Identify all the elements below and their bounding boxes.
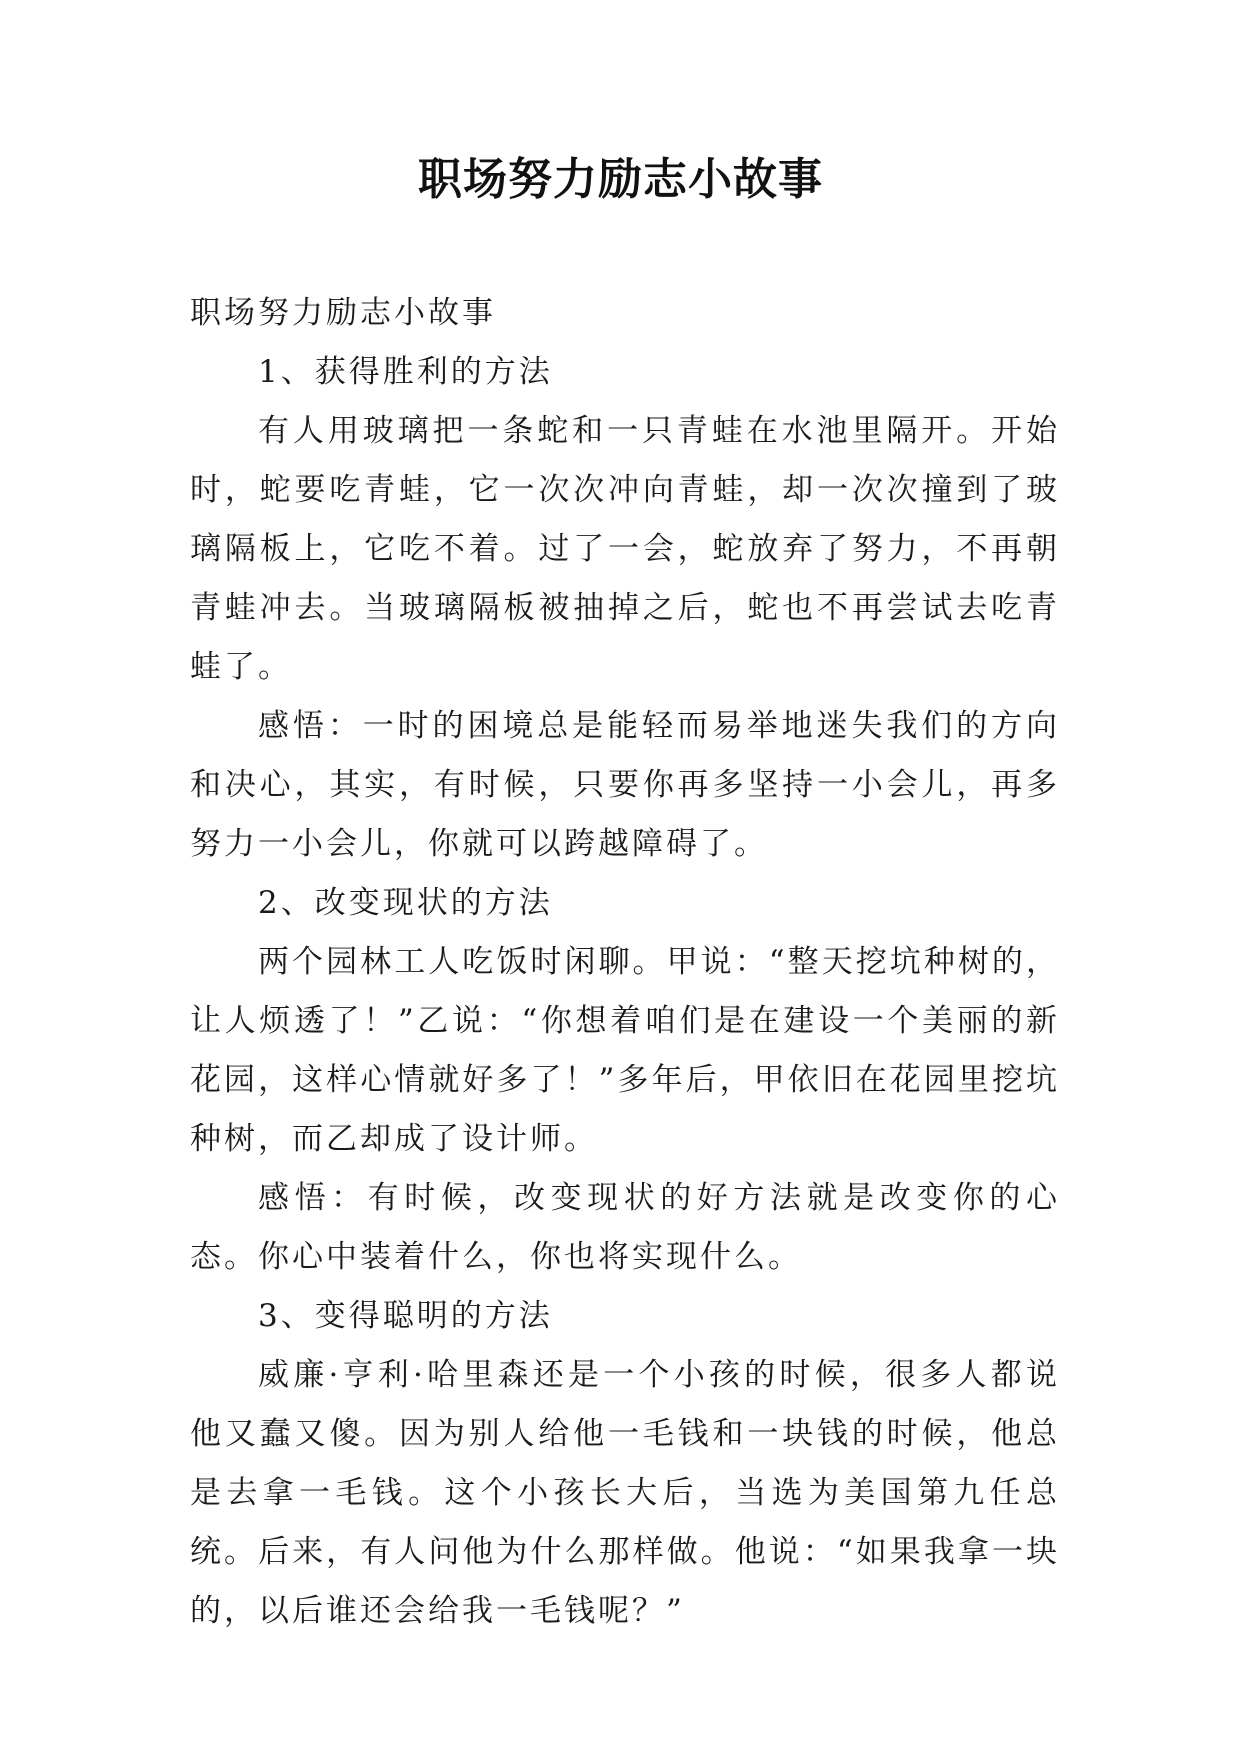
story-paragraph-1: 有人用玻璃把一条蛇和一只青蛙在水池里隔开。开始时，蛇要吃青蛙，它一次次冲向青蛙，却一次次撞到了玻璃隔板上，它吃不着。过了一会，蛇放弃了努力，不再朝青蛙冲去。当玻璃隔板被抽掉之后，蛇也不再尝试去吃青蛙了。 xyxy=(190,413,1060,685)
insight-paragraph-1: 感悟：一时的困境总是能轻而易举地迷失我们的方向和决心，其实，有时候，只要你再多坚持一小会儿，再多努力一小会儿，你就可以跨越障碍了。 xyxy=(190,708,1060,862)
insight-paragraph-2: 感悟：有时候，改变现状的好方法就是改变你的心态。你心中装着什么，你也将实现什么。 xyxy=(190,1180,1060,1275)
section-heading-2: 2、改变现状的方法 xyxy=(258,885,553,921)
section-heading-1: 1、获得胜利的方法 xyxy=(258,354,553,390)
document-title: 职场努力励志小故事 xyxy=(418,154,823,205)
body-heading: 职场努力励志小故事 xyxy=(190,295,496,331)
story-paragraph-3: 威廉·亨利·哈里森还是一个小孩的时候，很多人都说他又蠢又傻。因为别人给他一毛钱和一块钱的时候，他总是去拿一毛钱。这个小孩长大后，当选为美国第九任总统。后来，有人问他为什么那样做。他说：“如果我拿一块的，以后谁还会给我一毛钱呢？” xyxy=(190,1357,1060,1629)
story-paragraph-2: 两个园林工人吃饭时闲聊。甲说：“整天挖坑种树的，让人烦透了！”乙说：“你想着咱们是在建设一个美丽的新花园，这样心情就好多了！”多年后，甲依旧在花园里挖坑种树，而乙却成了设计师。 xyxy=(190,944,1060,1157)
section-heading-3: 3、变得聪明的方法 xyxy=(258,1298,553,1334)
document-body xyxy=(190,284,1060,1641)
